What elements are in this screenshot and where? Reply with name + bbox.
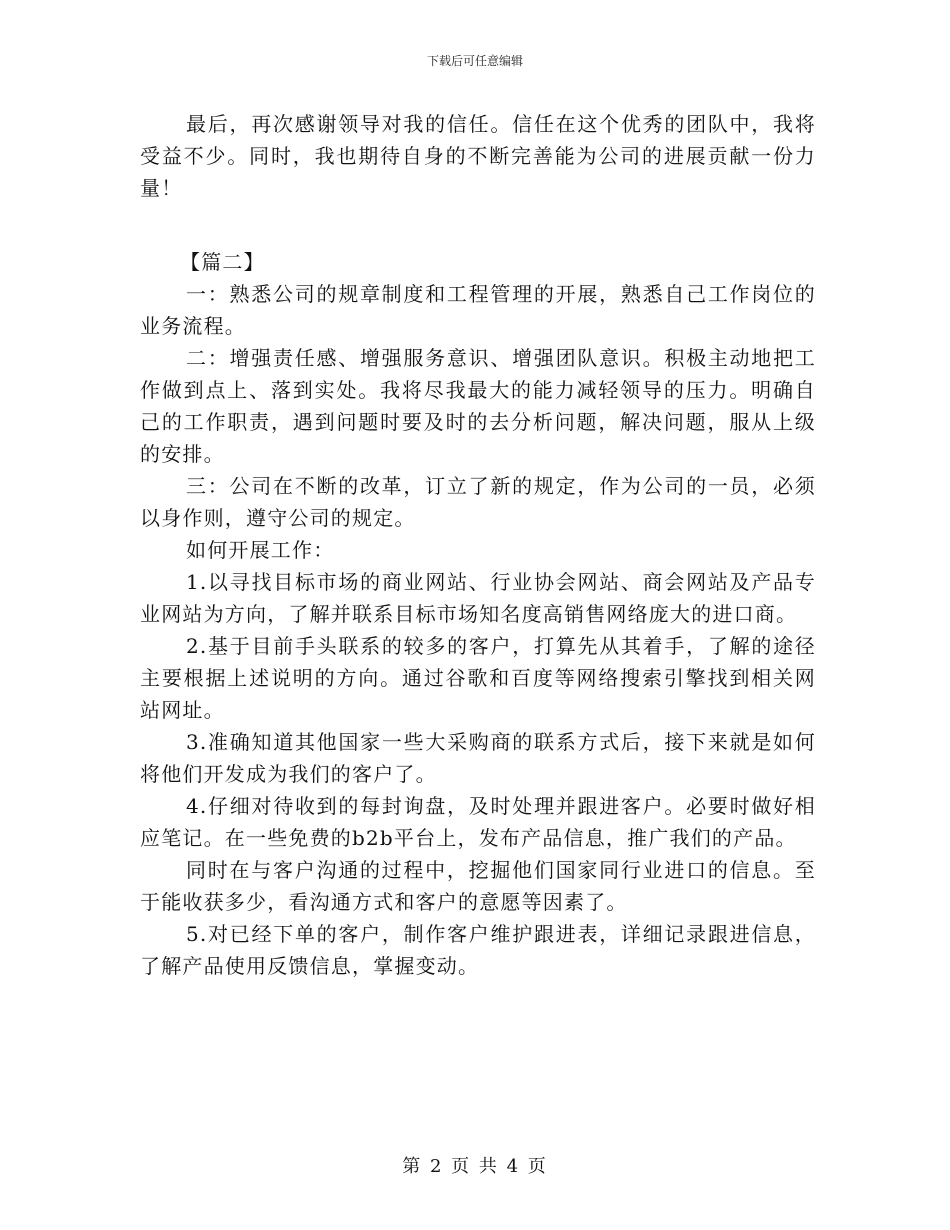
numbered-item-4-continued: 同时在与客户沟通的过程中，挖掘他们国家同行业进口的信息。至于能收获多少，看沟通方式和客户的意愿等因素了。 [140, 858, 816, 914]
numbered-item-4: 4.仔细对待收到的每封询盘，及时处理并跟进客户。必要时做好相应笔记。在一些免费的b2b平台上，发布产品信息，推广我们的产品。 [140, 794, 816, 850]
how-to-work-title: 如何开展工作： [186, 538, 335, 562]
point-two: 二：增强责任感、增强服务意识、增强团队意识。积极主动地把工作做到点上、落到实处。我将尽我最大的能力减轻领导的压力。明确自己的工作职责，遇到问题时要及时的去分析问题，解决问题，服从上级的安排。 [140, 346, 816, 466]
numbered-item-2: 2.基于目前手头联系的较多的客户，打算先从其着手，了解的途径主要根据上述说明的方向。通过谷歌和百度等网络搜索引擎找到相关网站网址。 [140, 634, 816, 722]
numbered-item-1: 1.以寻找目标市场的商业网站、行业协会网站、商会网站及产品专业网站为方向，了解并联系目标市场知名度高销售网络庞大的进口商。 [140, 570, 816, 626]
section-title: 【篇二】 [180, 250, 265, 274]
numbered-item-5: 5.对已经下单的客户，制作客户维护跟进表，详细记录跟进信息，了解产品使用反馈信息，掌握变动。 [140, 922, 816, 978]
point-one: 一：熟悉公司的规章制度和工程管理的开展，熟悉自己工作岗位的业务流程。 [140, 282, 816, 338]
page-number: 第 2 页 共 4 页 [402, 1156, 548, 1177]
numbered-item-3: 3.准确知道其他国家一些大采购商的联系方式后，接下来就是如何将他们开发成为我们的客户了。 [140, 730, 816, 786]
document-body [140, 108, 816, 982]
page-header: 下载后可任意编辑 [426, 54, 523, 68]
point-three: 三：公司在不断的改革，订立了新的规定，作为公司的一员，必须以身作则，遵守公司的规定。 [140, 474, 816, 530]
closing-paragraph: 最后，再次感谢领导对我的信任。信任在这个优秀的团队中，我将受益不少。同时，我也期待自身的不断完善能为公司的进展贡献一份力量！ [140, 112, 816, 200]
